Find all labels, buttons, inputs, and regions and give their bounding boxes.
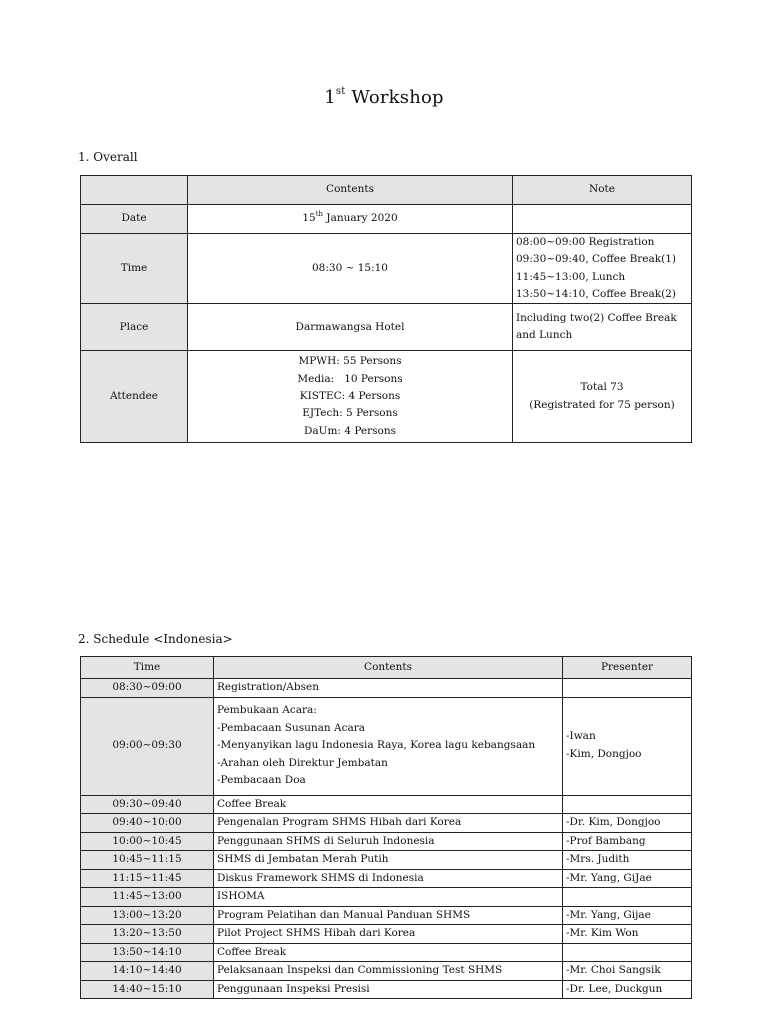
schedule-time-cell: 13:00~13:20: [81, 906, 214, 925]
date-day: 15: [302, 212, 316, 225]
opening-line: Pembukaan Acara:: [217, 704, 317, 717]
schedule-presenter-cell: [563, 697, 692, 795]
overall-row-label-time: Time: [81, 234, 188, 304]
schedule-time-cell: 11:15~11:45: [81, 869, 214, 888]
overall-row-label-date: Date: [81, 205, 188, 234]
opening-line: -Pembacaan Doa: [217, 774, 306, 787]
place-note-line: and Lunch: [516, 329, 573, 342]
schedule-presenter-cell: -Mr. Yang, GiJae: [563, 869, 692, 888]
schedule-time-cell: 10:45~11:15: [81, 851, 214, 870]
schedule-contents-cell: Pelaksanaan Inspeksi dan Commissioning Test SHMS: [214, 962, 563, 981]
schedule-contents-cell: SHMS di Jembatan Merah Putih: [214, 851, 563, 870]
section-heading-overall: 1. Overall: [78, 150, 138, 164]
section-heading-schedule: 2. Schedule <Indonesia>: [78, 632, 233, 646]
schedule-contents-cell: Penggunaan Inspeksi Presisi: [214, 980, 563, 999]
schedule-presenter-cell: [563, 679, 692, 698]
time-note-line: 11:45~13:00, Lunch: [516, 270, 626, 283]
schedule-time-cell: 09:00~09:30: [81, 697, 214, 795]
schedule-presenter-cell: -Mrs. Judith: [563, 851, 692, 870]
schedule-contents-cell: Coffee Break: [214, 795, 563, 814]
opening-line: -Arahan oleh Direktur Jembatan: [217, 756, 388, 769]
attendee-line: Media: 10 Persons: [297, 372, 403, 385]
schedule-presenter-cell: -Dr. Lee, Duckgun: [563, 980, 692, 999]
schedule-presenter-cell: -Mr. Choi Sangsik: [563, 962, 692, 981]
schedule-contents-cell: Program Pelatihan dan Manual Panduan SHMS: [214, 906, 563, 925]
attendee-line: EJTech: 5 Persons: [302, 407, 398, 420]
schedule-time-cell: 14:10~14:40: [81, 962, 214, 981]
attendee-line: KISTEC: 4 Persons: [299, 390, 401, 403]
overall-table: [80, 175, 692, 443]
schedule-table: [80, 656, 692, 999]
overall-attendee-value: [188, 351, 513, 443]
overall-row-label-attendee: Attendee: [81, 351, 188, 443]
schedule-time-cell: 13:50~14:10: [81, 943, 214, 962]
schedule-presenter-cell: [563, 888, 692, 907]
overall-header-note: Note: [513, 176, 692, 205]
overall-place-note: [513, 304, 692, 351]
schedule-time-cell: 09:40~10:00: [81, 814, 214, 833]
schedule-contents-cell: Registration/Absen: [214, 679, 563, 698]
schedule-contents-cell: Pengenalan Program SHMS Hibah dari Korea: [214, 814, 563, 833]
overall-header-contents: Contents: [188, 176, 513, 205]
place-note-line: Including two(2) Coffee Break: [516, 311, 677, 324]
schedule-time-cell: 10:00~10:45: [81, 832, 214, 851]
schedule-presenter-cell: [563, 795, 692, 814]
attendee-line: MPWH: 55 Persons: [298, 355, 402, 368]
overall-row-label-place: Place: [81, 304, 188, 351]
schedule-presenter-cell: -Mr. Yang, Gijae: [563, 906, 692, 925]
overall-time-value: 08:30 ~ 15:10: [188, 234, 513, 304]
schedule-contents-cell: Diskus Framework SHMS di Indonesia: [214, 869, 563, 888]
attendee-line: DaUm: 4 Persons: [303, 424, 397, 437]
attendee-total: Total 73: [580, 381, 624, 394]
title-text: Workshop: [351, 87, 444, 108]
document-title: [0, 86, 768, 108]
title-number: 1: [324, 87, 336, 108]
date-ordinal: th: [315, 210, 324, 219]
schedule-contents-cell: Penggunaan SHMS di Seluruh Indonesia: [214, 832, 563, 851]
opening-line: -Pembacaan Susunan Acara: [217, 721, 366, 734]
overall-time-note: [513, 234, 692, 304]
schedule-presenter-cell: [563, 943, 692, 962]
overall-date-value: [188, 205, 513, 234]
schedule-contents-cell: Coffee Break: [214, 943, 563, 962]
time-note-line: 08:00~09:00 Registration: [516, 236, 655, 248]
title-ordinal: st: [335, 86, 346, 97]
schedule-contents-cell: ISHOMA: [214, 888, 563, 907]
schedule-time-cell: 14:40~15:10: [81, 980, 214, 999]
schedule-presenter-cell: -Mr. Kim Won: [563, 925, 692, 944]
schedule-time-cell: 08:30~09:00: [81, 679, 214, 698]
overall-attendee-note: [513, 351, 692, 443]
schedule-time-cell: 11:45~13:00: [81, 888, 214, 907]
overall-place-value: Darmawangsa Hotel: [188, 304, 513, 351]
overall-header-blank: [81, 176, 188, 205]
date-rest: January 2020: [326, 212, 398, 225]
presenter-line: -Iwan: [566, 730, 596, 743]
schedule-header-contents: Contents: [214, 657, 563, 679]
schedule-header-time: Time: [81, 657, 214, 679]
attendee-registered: (Registrated for 75 person): [529, 398, 675, 411]
schedule-header-presenter: Presenter: [563, 657, 692, 679]
schedule-contents-cell: Pilot Project SHMS Hibah dari Korea: [214, 925, 563, 944]
time-note-line: 09:30~09:40, Coffee Break(1): [516, 253, 677, 266]
schedule-presenter-cell: -Dr. Kim, Dongjoo: [563, 814, 692, 833]
opening-line: -Menyanyikan lagu Indonesia Raya, Korea lagu kebangsaan: [217, 739, 536, 752]
overall-date-note: [513, 205, 692, 234]
schedule-presenter-cell: -Prof Bambang: [563, 832, 692, 851]
schedule-time-cell: 09:30~09:40: [81, 795, 214, 814]
schedule-time-cell: 13:20~13:50: [81, 925, 214, 944]
presenter-line: -Kim, Dongjoo: [566, 748, 642, 760]
time-note-line: 13:50~14:10, Coffee Break(2): [516, 287, 677, 300]
schedule-contents-cell: [214, 697, 563, 795]
